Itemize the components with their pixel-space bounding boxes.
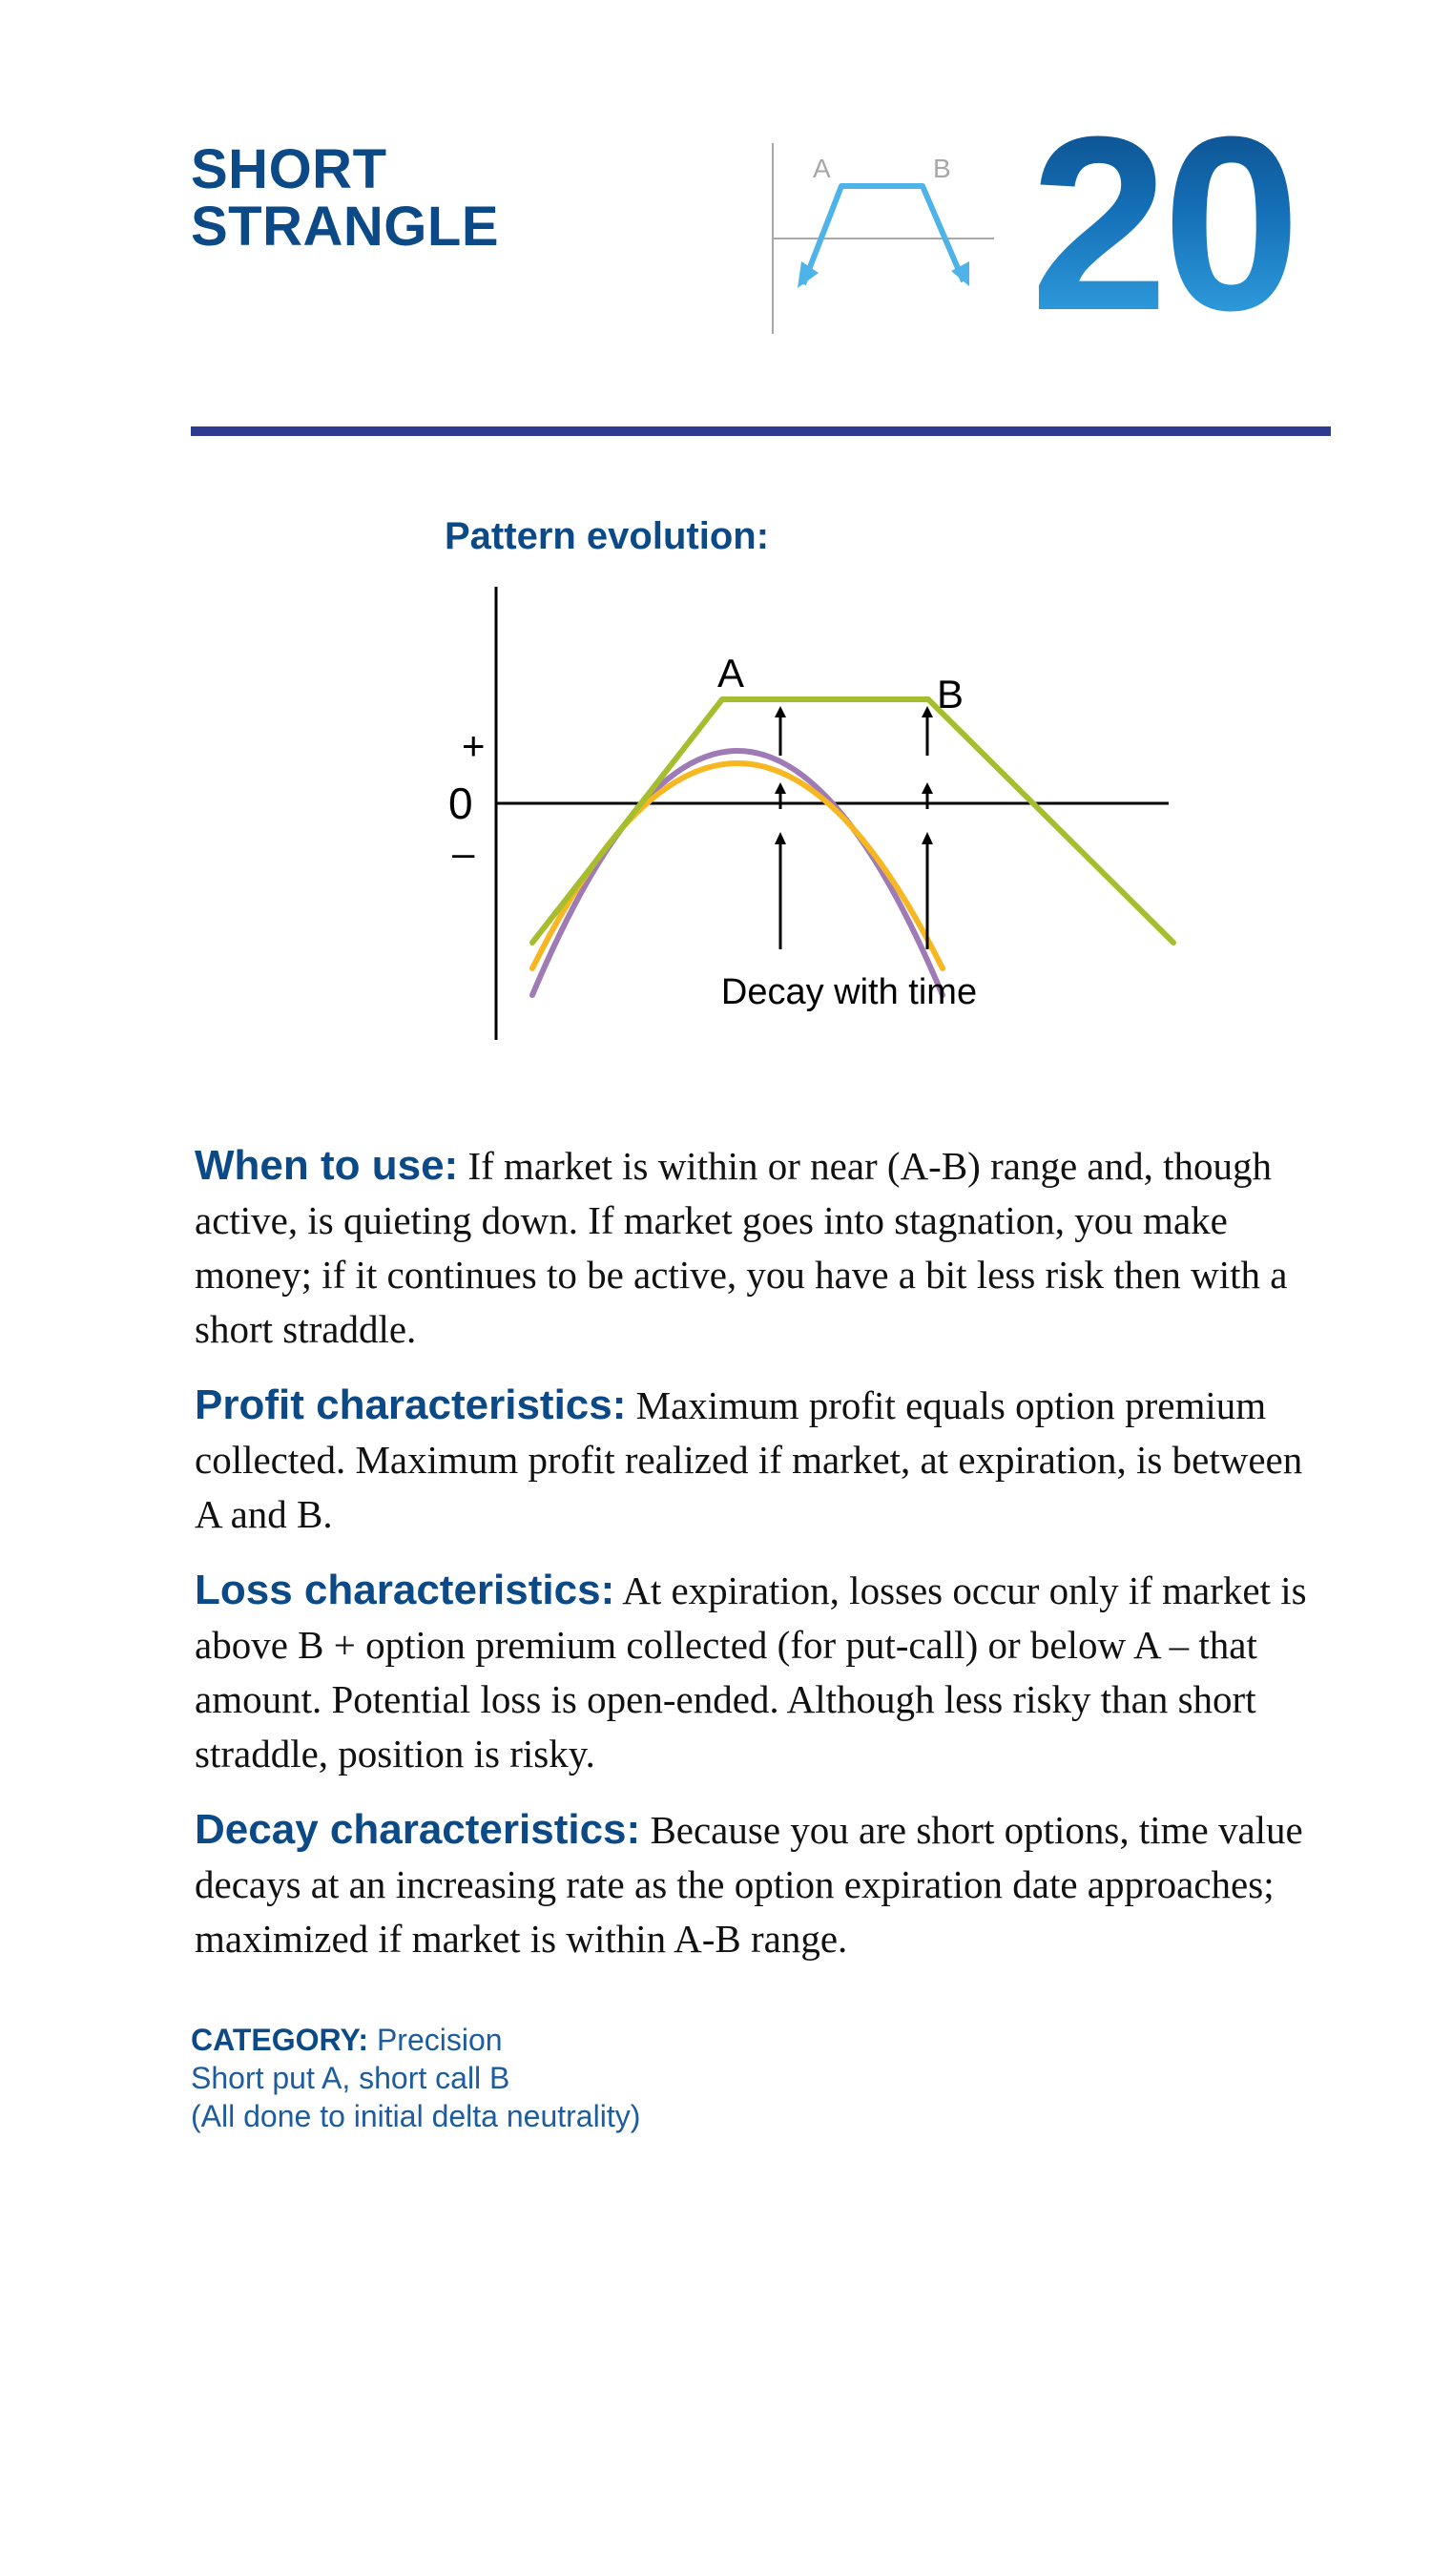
curve-initial — [532, 699, 1173, 943]
category-line-1 — [191, 2021, 640, 2059]
title-line-2: STRANGLE — [191, 196, 499, 258]
strategy-payoff-icon — [765, 143, 1004, 343]
y-tick-minus: – — [452, 830, 475, 875]
section-profit — [195, 1378, 1311, 1542]
section-text: Because you are short options, time value decays at an increasing rate as the option expiration date approaches; maximized if market is within A-B range. — [195, 1808, 1303, 1961]
category-value: Precision — [368, 2023, 503, 2057]
arrowhead-b2 — [922, 782, 933, 794]
section-text: If market is within or near (A-B) range and, though active, is quieting down. If market goes into stagnation, you make money; if it continues to be active, you have a bit less risk then with a short straddle. — [195, 1144, 1288, 1351]
section-heading: Decay characteristics: — [195, 1806, 641, 1853]
arrowhead-b1 — [922, 832, 933, 844]
decay-annotation: Decay with time — [720, 972, 978, 1012]
section-decay — [195, 1802, 1311, 1966]
section-when-to-use — [195, 1138, 1311, 1357]
pattern-evolution-label: Pattern evolution: — [445, 515, 770, 557]
strike-label-b: B — [937, 672, 964, 717]
strike-label-a: A — [717, 651, 745, 696]
section-text: Maximum profit equals option premium collected. Maximum profit realized if market, at expiration, is between A and B. — [195, 1383, 1303, 1536]
category-label: CATEGORY: — [191, 2023, 369, 2057]
description-sections — [195, 1138, 1311, 1987]
mini-label-b: B — [933, 154, 951, 183]
section-heading: Profit characteristics: — [195, 1381, 627, 1428]
header-divider — [191, 426, 1331, 436]
title-line-1: SHORT — [191, 138, 387, 200]
page-title — [191, 138, 499, 258]
mini-payoff-line — [803, 186, 964, 284]
arrowhead-a1 — [775, 832, 786, 844]
arrowhead-b3 — [922, 706, 933, 717]
strategy-number: 20 — [1030, 86, 1296, 363]
mini-label-a: A — [813, 154, 831, 183]
section-heading: Loss characteristics: — [195, 1567, 615, 1613]
category-line-3: (All done to initial delta neutrality) — [191, 2099, 641, 2133]
curve-expiration — [532, 751, 943, 995]
pattern-evolution-chart — [420, 572, 1183, 1069]
arrowhead-a2 — [775, 782, 786, 794]
section-loss — [195, 1563, 1311, 1781]
category-block — [191, 2021, 640, 2135]
section-text: At expiration, losses occur only if market is above B + option premium collected (for put-call) or below A – that amount. Potential loss is open-ended. Although less risky than short straddle, position is risky. — [195, 1568, 1307, 1776]
y-tick-plus: + — [462, 723, 486, 768]
y-tick-zero: 0 — [448, 779, 473, 828]
section-heading: When to use: — [195, 1142, 459, 1189]
arrowhead-a3 — [775, 706, 786, 717]
category-line-2: Short put A, short call B — [191, 2061, 510, 2095]
